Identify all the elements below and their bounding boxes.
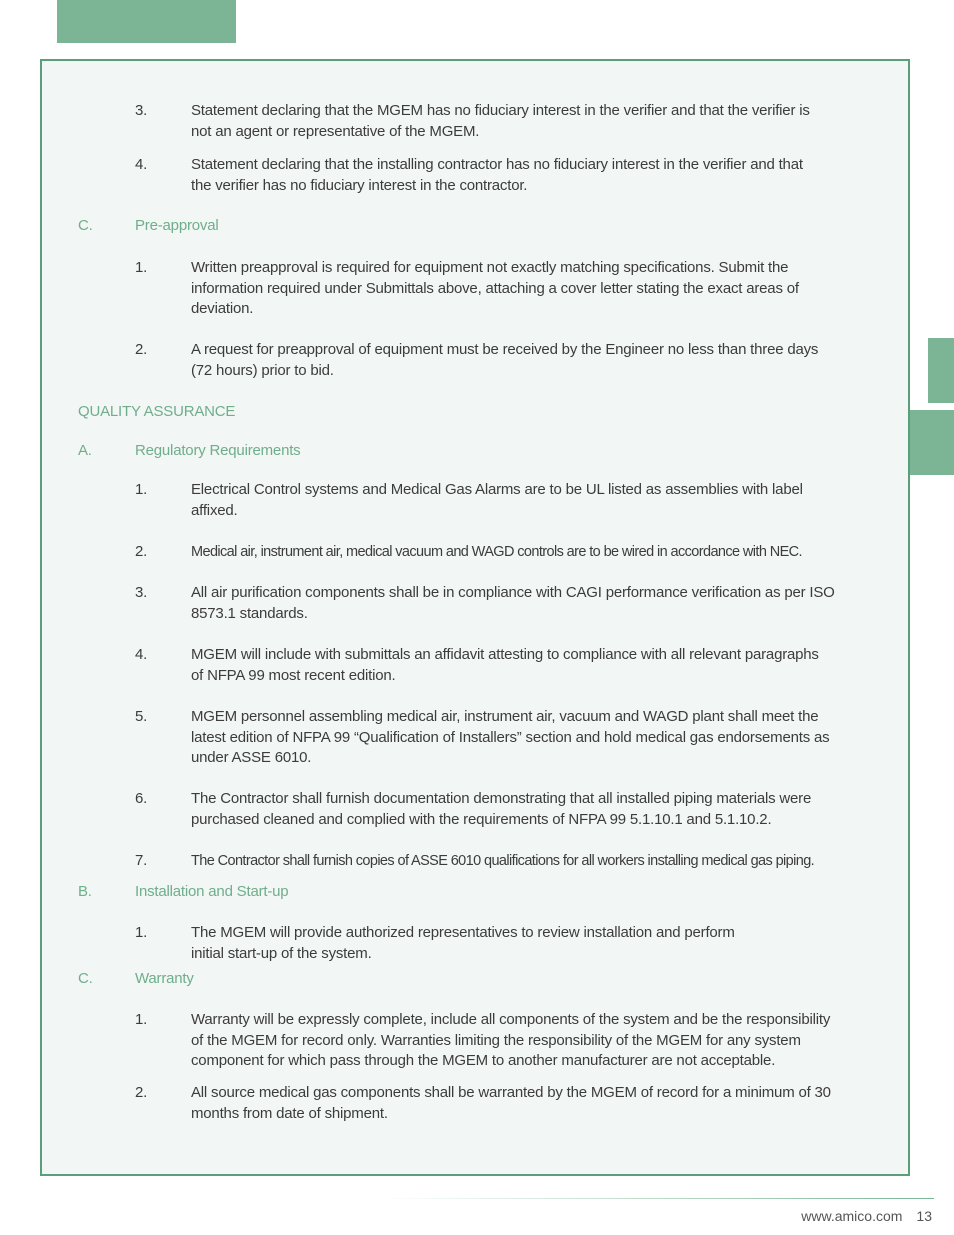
item-text: 8573.1 standards. (191, 604, 308, 622)
item-text: the verifier has no fiduciary interest in the contractor. (191, 176, 528, 194)
item-text: deviation. (191, 300, 254, 317)
item-number: 5. (135, 708, 148, 725)
item-number: 2. (135, 543, 148, 560)
item-text: MGEM will include with submittals an affidavit attesting to compliance with all relevant paragraphs (191, 646, 819, 663)
item-number: 7. (135, 852, 148, 869)
item-text: latest edition of NFPA 99 “Qualification of Installers” section and hold medical gas endorsements as (191, 728, 830, 746)
item-text: months from date of shipment. (191, 1104, 388, 1122)
section-letter: B. (78, 883, 92, 900)
page-footer (801, 1208, 932, 1224)
section-letter: C. (78, 217, 93, 234)
item-text: Warranty will be expressly complete, include all components of the system and be the responsibility (191, 1011, 831, 1028)
item-text: not an agent or representative of the MGEM. (191, 122, 480, 140)
item-text: Electrical Control systems and Medical Gas Alarms are to be UL listed as assemblies with label (191, 481, 803, 498)
item-text: component for which pass through the MGEM to another manufacturer are not acceptable. (191, 1052, 776, 1069)
section-title: Regulatory Requirements (135, 442, 301, 459)
item-text: A request for preapproval of equipment must be received by the Engineer no less than three days (191, 341, 819, 358)
item-number: 2. (135, 1084, 148, 1101)
item-text: initial start-up of the system. (191, 944, 372, 962)
item-number: 1. (135, 481, 148, 498)
top-color-tab (57, 0, 236, 43)
item-number: 4. (135, 646, 148, 663)
item-text: The Contractor shall furnish copies of ASSE 6010 qualifications for all workers installing medical gas piping. (191, 853, 815, 869)
item-number: 3. (135, 102, 148, 119)
footer-url[interactable]: www.amico.com (801, 1208, 903, 1224)
item-text: (72 hours) prior to bid. (191, 361, 334, 379)
item-text: of NFPA 99 most recent edition. (191, 666, 396, 684)
section-letter: A. (78, 442, 92, 459)
item-text: The Contractor shall furnish documentation demonstrating that all installed piping materials were (191, 790, 812, 807)
item-text: under ASSE 6010. (191, 749, 312, 766)
item-text: Medical air, instrument air, medical vacuum and WAGD controls are to be wired in accordance with NEC. (191, 544, 802, 560)
section-title: Pre-approval (135, 217, 219, 234)
item-text: All air purification components shall be in compliance with CAGI performance verification as per ISO (191, 584, 835, 601)
item-text: MGEM personnel assembling medical air, instrument air, vacuum and WAGD plant shall meet the (191, 708, 819, 725)
section-title: Installation and Start-up (135, 883, 289, 900)
item-number: 3. (135, 584, 148, 601)
item-number: 4. (135, 156, 148, 173)
item-text: information required under Submittals above, attaching a cover letter stating the exact areas of (191, 279, 799, 297)
item-text: Statement declaring that the MGEM has no fiduciary interest in the verifier and that the verifier is (191, 102, 810, 119)
item-number: 1. (135, 259, 148, 276)
item-text: affixed. (191, 501, 238, 519)
item-number: 1. (135, 1011, 148, 1028)
item-text: All source medical gas components shall be warranted by the MGEM of record for a minimum of 30 (191, 1084, 831, 1101)
item-number: 6. (135, 790, 148, 807)
item-text: Written preapproval is required for equipment not exactly matching specifications. Submit the (191, 259, 789, 276)
item-text: of the MGEM for record only. Warranties limiting the responsibility of the MGEM for any system (191, 1031, 801, 1049)
item-text: The MGEM will provide authorized representatives to review installation and perform (191, 924, 735, 941)
section-letter: C. (78, 970, 93, 987)
footer-divider (380, 1198, 934, 1199)
page-number: 13 (916, 1208, 932, 1224)
section-title: QUALITY ASSURANCE (78, 403, 236, 420)
section-title: Warranty (135, 970, 194, 987)
item-number: 2. (135, 341, 148, 358)
item-number: 1. (135, 924, 148, 941)
side-color-tab-small (928, 338, 954, 403)
item-text: Statement declaring that the installing contractor has no fiduciary interest in the verifier and that (191, 156, 803, 173)
item-text: purchased cleaned and complied with the requirements of NFPA 99 5.1.10.1 and 5.1.10.2. (191, 810, 772, 828)
